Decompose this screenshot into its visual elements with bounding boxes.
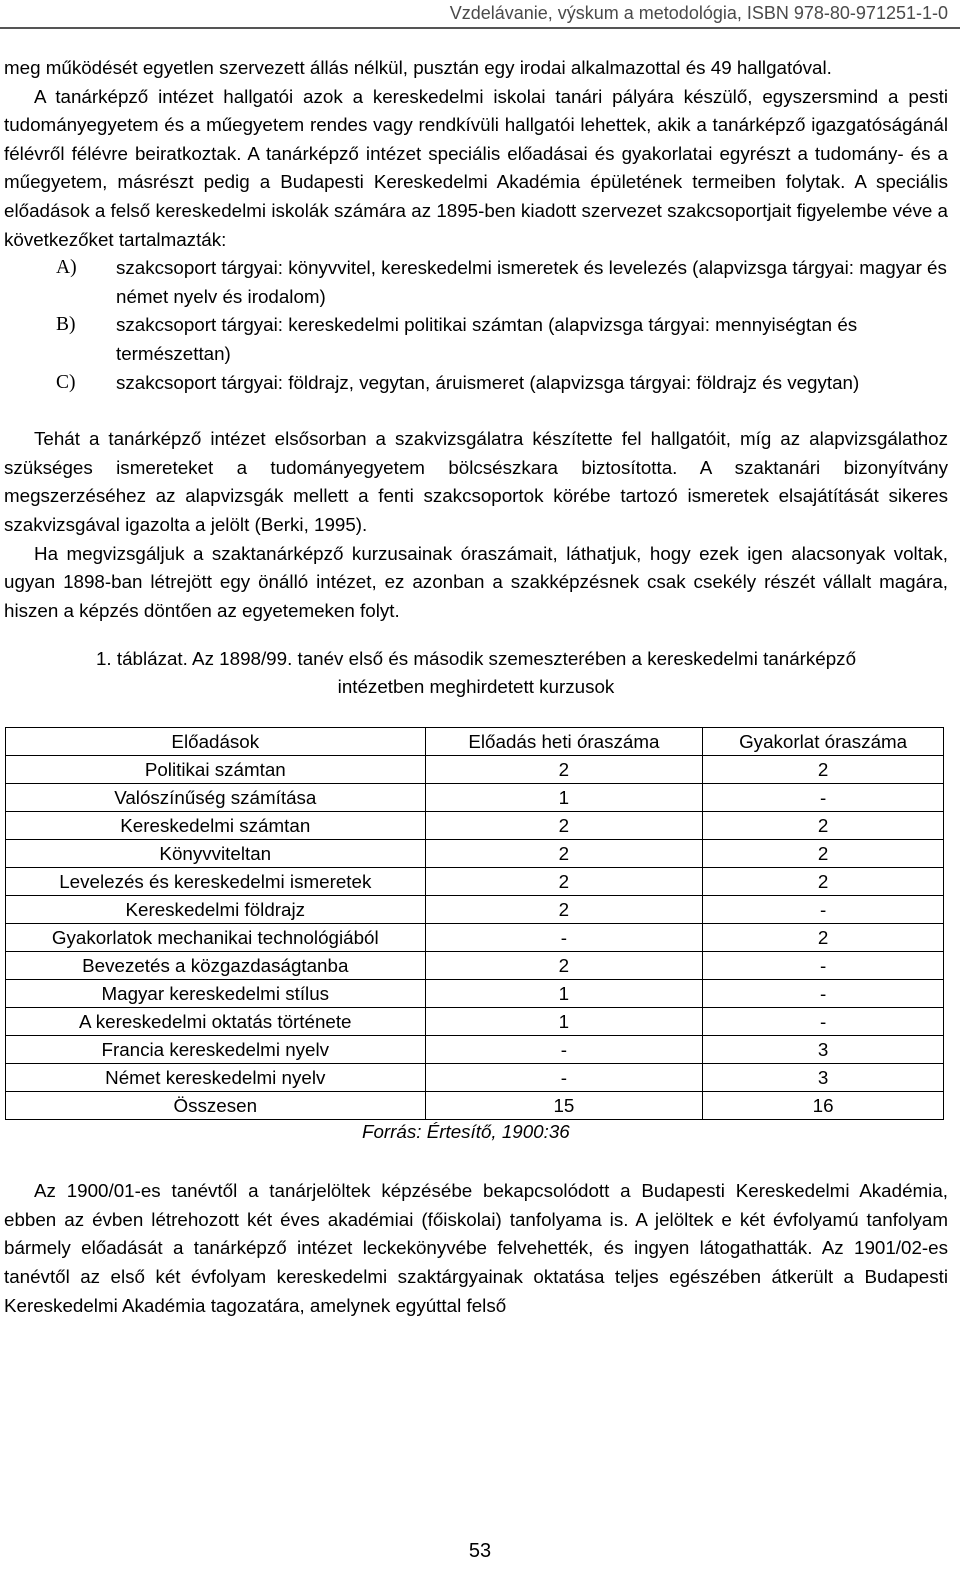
- table-row: [6, 812, 944, 840]
- paragraph-1: meg működését egyetlen szervezett állás nélkül, pusztán egy irodai alkalmazottal és 49 hallgatóval.: [4, 57, 832, 78]
- running-header: [0, 0, 960, 30]
- column-header: Gyakorlat óraszáma: [703, 728, 944, 756]
- subject-group-list: [4, 254, 948, 397]
- table-cell: Összesen: [6, 1092, 426, 1120]
- column-header: Előadás heti óraszáma: [425, 728, 703, 756]
- table-caption: [4, 645, 948, 701]
- table-cell: 16: [703, 1092, 944, 1120]
- list-item: [56, 311, 948, 368]
- table-row: [6, 896, 944, 924]
- table-cell: 2: [703, 868, 944, 896]
- table-header-row: [6, 728, 944, 756]
- table-cell: Levelezés és kereskedelmi ismeretek: [6, 868, 426, 896]
- list-marker: A): [56, 257, 77, 279]
- courses-table: [5, 727, 944, 1120]
- list-marker: C): [56, 371, 76, 393]
- header-rule: [0, 27, 960, 29]
- table-row: [6, 924, 944, 952]
- table-cell: -: [703, 952, 944, 980]
- spacer: [4, 397, 948, 425]
- table-row: [6, 980, 944, 1008]
- paragraph-4: Ha megvizsgáljuk a szaktanárképző kurzusainak óraszámait, láthatjuk, hogy ezek igen alacsonyak voltak, ugyan 1898-ban létrejött egy önálló intézet, ez azonban a szakképzésnek csak csekély részét vállalt magára, hiszen a képzés döntően az egyetemeken folyt.: [4, 542, 948, 621]
- table-cell: -: [703, 896, 944, 924]
- table-cell: 1: [425, 784, 703, 812]
- table-cell: 2: [703, 840, 944, 868]
- table-cell: 2: [425, 812, 703, 840]
- list-item: [56, 369, 948, 398]
- table-cell: 1: [425, 980, 703, 1008]
- table-row: [6, 952, 944, 980]
- table-cell: 1: [425, 1008, 703, 1036]
- table-row: [6, 1064, 944, 1092]
- table-cell: 2: [425, 896, 703, 924]
- table-caption-line: intézetben meghirdetett kurzusok: [337, 676, 615, 698]
- table-cell: 2: [425, 952, 703, 980]
- table-cell: -: [425, 1036, 703, 1064]
- table-cell: Valószínűség számítása: [6, 784, 426, 812]
- table-cell: 3: [703, 1036, 944, 1064]
- table-cell: -: [425, 1064, 703, 1092]
- table-cell: A kereskedelmi oktatás története: [6, 1008, 426, 1036]
- table-source: Forrás: Értesítő, 1900:36: [362, 1121, 570, 1143]
- column-header: Előadások: [6, 728, 426, 756]
- list-text: szakcsoport tárgyai: kereskedelmi politikai számtan (alapvizsga tárgyai: mennyiségtan és természettan): [116, 314, 858, 364]
- table-row: [6, 840, 944, 868]
- table-cell: 2: [425, 840, 703, 868]
- table-row: [6, 1036, 944, 1064]
- table-cell: -: [703, 1008, 944, 1036]
- page-content: [4, 54, 948, 1320]
- table-cell: Könyvviteltan: [6, 840, 426, 868]
- table-cell: Gyakorlatok mechanikai technológiából: [6, 924, 426, 952]
- table-cell: 3: [703, 1064, 944, 1092]
- table-cell: 15: [425, 1092, 703, 1120]
- table-cell: Politikai számtan: [6, 756, 426, 784]
- paragraph-5: Az 1900/01-es tanévtől a tanárjelöltek képzésébe bekapcsolódott a Budapesti Kereskedelmi Akadémia, ebben az évben létrehozott két éves akadémiai (főiskolai) tanfolyama is. A jelöltek e két évfolyamú tanfolyam bármely előadását a tanárképző intézet leckekönyvébe felvehették, és ingyen látogathatták. Az 1901/02-es tanévtől az első két évfolyam kereskedelmi szaktárgyainak oktatása teljes egészében átkerült a Budapesti Kereskedelmi Akadémia tagozatára, amelynek egyúttal felső: [4, 1180, 948, 1316]
- table-cell: Német kereskedelmi nyelv: [6, 1064, 426, 1092]
- table-cell: Kereskedelmi számtan: [6, 812, 426, 840]
- table-cell: -: [425, 924, 703, 952]
- table-total-row: [6, 1092, 944, 1120]
- table-cell: 2: [703, 756, 944, 784]
- paragraph-3: Tehát a tanárképző intézet elsősorban a szakvizsgálatra készítette fel hallgatóit, míg az alapvizsgálathoz szükséges ismereteket a tudományegyetem bölcsészkara biztosította. A szaktanári bizonyítvány megszerzéséhez az alapvizsgák mellett a fenti szakcsoportok körébe tartozó ismeretek elsajátítását sikeres szakvizsgával igazolta a jelölt (Berki, 1995).: [4, 428, 948, 535]
- table-row: [6, 868, 944, 896]
- page-number: 53: [468, 1540, 492, 1562]
- table-cell: 2: [425, 756, 703, 784]
- table-cell: -: [703, 980, 944, 1008]
- table-cell: 2: [425, 868, 703, 896]
- list-marker: B): [56, 314, 76, 336]
- table-caption-line: 1. táblázat. Az 1898/99. tanév első és második szemeszterében a kereskedelmi tanárképző: [95, 648, 857, 670]
- table-row: [6, 756, 944, 784]
- table-cell: Kereskedelmi földrajz: [6, 896, 426, 924]
- table-row: [6, 1008, 944, 1036]
- list-item: [56, 254, 948, 311]
- table-row: [6, 784, 944, 812]
- table-cell: -: [703, 784, 944, 812]
- paragraph-2: A tanárképző intézet hallgatói azok a kereskedelmi iskolai tanári pályára készülő, egyszersmind a pesti tudományegyetem és a műegyetem rendes vagy rendkívüli hallgatói lehettek, akik a tanárképző igazgatóságánál félévről félévre beiratkoztak. A tanárképző intézet speciális előadásai és gyakorlatai egyrészt a tudomány- és a műegyetem, másrészt pedig a Budapesti Kereskedelmi Akadémia épületének termeiben folytak. A speciális előadások a felső kereskedelmi iskolák számára az 1895-ben kiadott szervezet szakcsoportjait figyelembe véve a következőket tartalmazták:: [4, 85, 948, 250]
- list-text: szakcsoport tárgyai: könyvvitel, kereskedelmi ismeretek és levelezés (alapvizsga tárgyai: magyar és német nyelv és irodalom): [116, 257, 947, 307]
- list-text: szakcsoport tárgyai: földrajz, vegytan, áruismeret (alapvizsga tárgyai: földrajz és vegytan): [116, 371, 860, 393]
- table-cell: Magyar kereskedelmi stílus: [6, 980, 426, 1008]
- table-cell: 2: [703, 812, 944, 840]
- table-cell: Bevezetés a közgazdaságtanba: [6, 952, 426, 980]
- table-cell: 2: [703, 924, 944, 952]
- running-title: Vzdelávanie, výskum a metodológia, ISBN 978-80-971251-1-0: [449, 3, 948, 23]
- table-cell: Francia kereskedelmi nyelv: [6, 1036, 426, 1064]
